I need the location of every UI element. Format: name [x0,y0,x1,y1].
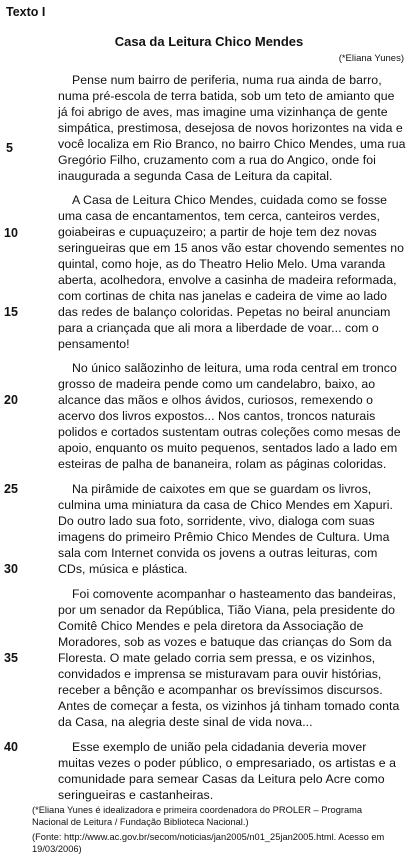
text-line: imagens do primeiro Prêmio Chico Mendes de Cultura. Uma [58,530,390,544]
text-line: Esse exemplo de união pela cidadania deveria mover [72,740,367,754]
text-line: CDs, música e plástica. [58,562,188,576]
author-credit: (*Eliana Yunes) [338,53,404,64]
text-line: das redes de balanço coloridas. Pepetas no beiral anunciam [58,305,391,319]
text-line: Moradores, sob as vozes e batuque das crianças do Som da [58,635,392,649]
line-number: 35 [4,651,18,665]
text-line: apoio, enquanto os muito pequenos, sentados lado a lado em [58,441,398,455]
line-number: 15 [4,305,18,319]
text-line: quintal, como hoje, as do Theatro Helio Melo. Uma varanda [58,257,386,271]
line-number: 20 [4,393,18,407]
article-title: Casa da Leitura Chico Mendes [114,34,304,49]
text-line: convidados e imprensa se misturavam para ouvir histórias, [58,667,382,681]
text-line: com cortinas de chita nas janelas e cadeira de vime ao lado [58,289,388,303]
text-line: uma casa de encantamentos, tem cerca, canteiros verdes, [58,209,380,223]
text-label: Texto I [6,5,46,19]
text-line: sala com Internet convida os jovens a outras leituras, com [58,546,378,560]
text-line: No único salãozinho de leitura, uma roda central em tronco [72,361,397,375]
text-line: polidos e cortados sustentam outras coleções como mesas de [58,425,401,439]
text-line: Pense num bairro de periferia, numa rua ainda de barro, [72,73,382,87]
line-number: 10 [4,226,18,240]
text-line: Gregório Filho, cruzamento com a rua do Angico, onde foi [58,153,376,167]
text-line: inaugurada a segunda Casa de Leitura da capital. [58,169,333,183]
text-line: Comitê Chico Mendes e pela diretora da Associação de [58,619,364,633]
text-line: esteiras de palha de bananeira, rolam as páginas coloridas. [58,457,387,471]
text-line: aberta, acolhedora, envolve a casinha de madeira reformada, [58,273,397,287]
line-number: 30 [4,562,18,576]
text-line: pensamento! [58,337,130,351]
text-line: Floresta. O mate gelado corria sem pressa, e os vizinhos, [58,651,376,665]
text-line: seringueiras que em 15 anos vão estar chovendo sementes no [58,241,405,255]
text-line: Antes de começar a festa, os vizinhos já tinham tomado conta [58,699,400,713]
source-line: (Fonte: http://www.ac.gov.br/secom/noticias/jan2005/n01_25jan2005.html. Acesso em [32,832,385,842]
text-line: acervo dos livros expostos... Nos cantos, troncos naturais [58,409,376,423]
text-line: simpática, prestimosa, desejosa de novos horizontes na vida e [58,121,403,135]
text-line: culmina uma miniatura da casa de Chico Mendes em Xapuri. [58,498,393,512]
line-number: 25 [4,482,18,496]
text-line: muitas vezes o poder público, o empresariado, os artistas e a [58,756,396,770]
text-line: Na pirâmide de caixotes em que se guardam os livros, [72,482,372,496]
text-line: Foi comovente acompanhar o hasteamento das bandeiras, [72,587,396,601]
text-line: por um senador da República, Tião Viana, pela presidente do [58,603,396,617]
line-number: 5 [6,141,13,155]
text-line: da Casa, na alegria deste sinal de vida nova... [58,715,313,729]
line-number: 40 [4,740,18,754]
text-line: numa pré-escola de terra batida, sob um teto de amianto que [58,89,395,103]
text-line: receber a bênção e acompanhar os brevíssimos discursos. [58,683,383,697]
text-line: você localiza em Rio Branco, no bairro Chico Mendes, uma rua [58,137,406,151]
text-line: seringueiras e castanheiras. [58,788,214,802]
text-line: alcance das mãos e olhos ávidos, curiosos, remexendo o [58,393,374,407]
text-line: para a criançada que ali mora a liberdade de voar... com o [58,321,379,335]
footnote-line: Nacional de Leitura / Fundação Biblioteca Nacional.) [32,817,249,827]
text-line: Do outro lado sua foto, sorridente, vivo, dialoga com suas [58,514,375,528]
text-line: grosso de madeira pende como um candelabro, baixo, ao [58,377,376,391]
text-line: A Casa de Leitura Chico Mendes, cuidada como se fosse [72,193,388,207]
text-line: comunidade para semear Casas da Leitura pelo Acre como [58,772,385,786]
text-line: já foi abrigo de aves, mas imagine uma vizinhança de gente [58,105,388,119]
text-line: goiabeiras e cupuaçuzeiro; a partir de hoje tem dez novas [58,225,377,239]
source-line: 19/03/2006) [32,844,82,854]
footnote-line: (*Eliana Yunes é idealizadora e primeira coordenadora do PROLER – Programa [32,805,363,815]
